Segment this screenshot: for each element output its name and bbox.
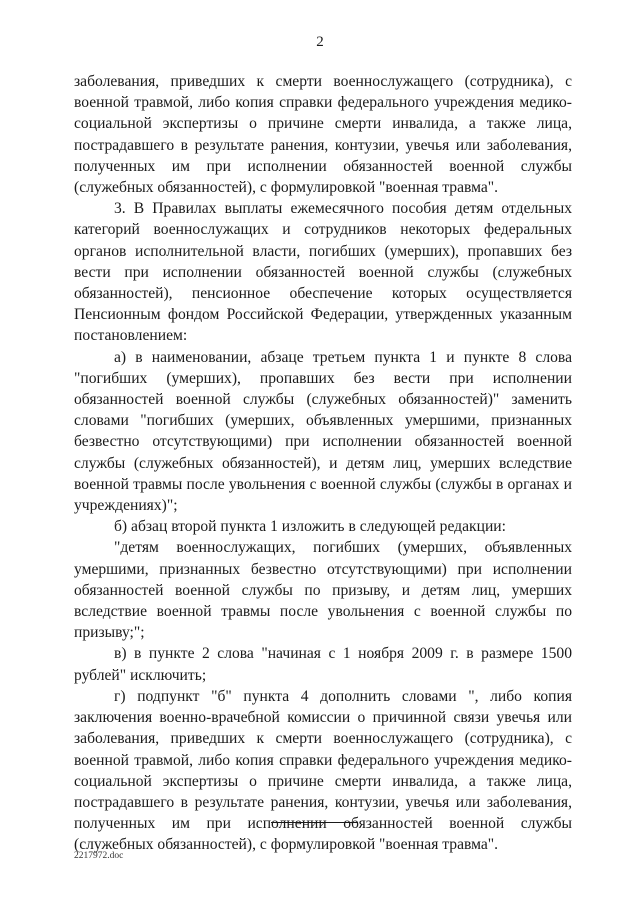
page-number: 2 <box>316 34 324 50</box>
document-code: 2217972.doc <box>74 851 124 861</box>
paragraph-subitem-b: б) абзац второй пункта 1 изложить в следующей редакции: <box>114 518 506 536</box>
paragraph-item-3: 3. В Правилах выплаты ежемесячного пособия детям отдельных категорий военнослужащих и сотрудников некоторых федеральных органов исполнительной власти, погибших (умерших), пропавших без вести при исполнении обязанностей военной службы (служебных обязанностей), пенсионное обеспечение которых осуществляется Пенсионным фондом Российской Федерации, утвержденных указанным постановлением: <box>74 200 572 345</box>
paragraph-continuation: заболевания, приведших к смерти военнослужащего (сотрудника), с военной травмой, либо копия справки федерального учреждения медико-социальной экспертизы о причине смерти инвалида, а также лица, пострадавшего в результате ранения, контузии, увечья или заболевания, полученных им при исполнении обязанностей военной службы (служебных обязанностей), с формулировкой "военная травма". <box>74 73 572 197</box>
paragraph-subitem-g: г) подпункт "б" пункта 4 дополнить словами ", либо копия заключения военно-врачебной комиссии о причинной связи увечья или заболевания, приведших к смерти военнослужащего (сотрудника), с военной травмой, либо копия справки федерального учреждения медико-социальной экспертизы о причине смерти инвалида, а также лица, пострадавшего в результате ранения, контузии, увечья или заболевания, полученных им при исполнении обязанностей военной службы (служебных обязанностей), с формулировкой "военная травма". <box>74 687 572 854</box>
document-body <box>74 71 572 856</box>
paragraph-subitem-b-text: "детям военнослужащих, погибших (умерших, объявленных умершими, признанных безвестно отсутствующими) при исполнении обязанностей военной службы по призыву, и детям лиц, умерших вследствие военной травмы после увольнения с военной службы по призыву;"; <box>74 539 572 642</box>
paragraph-subitem-v: в) в пункте 2 слова "начиная с 1 ноября 2009 г. в размере 1500 рублей" исключить; <box>74 645 572 684</box>
paragraph-subitem-a: а) в наименовании, абзаце третьем пункта 1 и пункте 8 слова "погибших (умерших), пропавших без вести при исполнении обязанностей военной службы (служебных обязанностей)" заменить словами "погибших (умерших, объявленных умершими, признанных безвестно отсутствующими) при исполнении обязанностей военной службы (служебных обязанностей), и детям лиц, умерших вследствие военной травмы после увольнения с военной службы (службы в органах и учреждениях)"; <box>74 348 572 515</box>
end-separator-line <box>271 822 358 823</box>
